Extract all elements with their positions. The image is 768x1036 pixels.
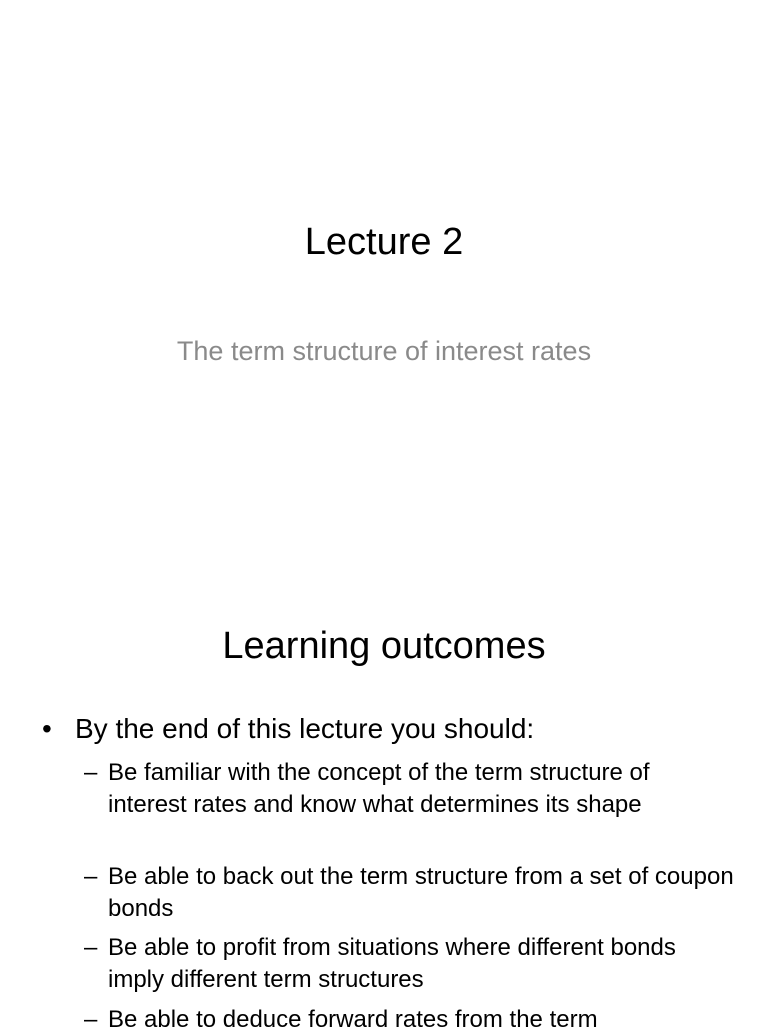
learning-outcomes-slide bbox=[0, 576, 768, 1033]
sub-bullet-marker: – bbox=[84, 863, 98, 890]
sub-bullet-text: Be familiar with the concept of the term structure of interest rates and know what determines its shape bbox=[108, 759, 650, 818]
sub-bullet-marker: – bbox=[84, 1006, 98, 1033]
sub-bullet-text: Be able to profit from situations where different bonds imply different term structures bbox=[108, 934, 676, 993]
sub-bullet-item bbox=[84, 932, 734, 996]
sub-bullet-item bbox=[84, 757, 734, 821]
sub-bullet-marker: – bbox=[84, 759, 98, 786]
sub-bullet-item bbox=[84, 1004, 734, 1036]
sub-bullet-marker: – bbox=[84, 934, 98, 961]
sub-bullet-text: Be able to deduce forward rates from the term bbox=[108, 1006, 598, 1033]
slide-title: Lecture 2 bbox=[304, 221, 464, 263]
slide-subtitle: The term structure of interest rates bbox=[176, 336, 592, 366]
sub-bullet-text: Be able to back out the term structure from a set of coupon bonds bbox=[108, 863, 734, 922]
bullet-text: By the end of this lecture you should: bbox=[75, 713, 535, 744]
sub-bullet-item bbox=[84, 861, 734, 925]
bullet-marker: • bbox=[42, 713, 52, 744]
slide-title: Learning outcomes bbox=[222, 625, 546, 667]
